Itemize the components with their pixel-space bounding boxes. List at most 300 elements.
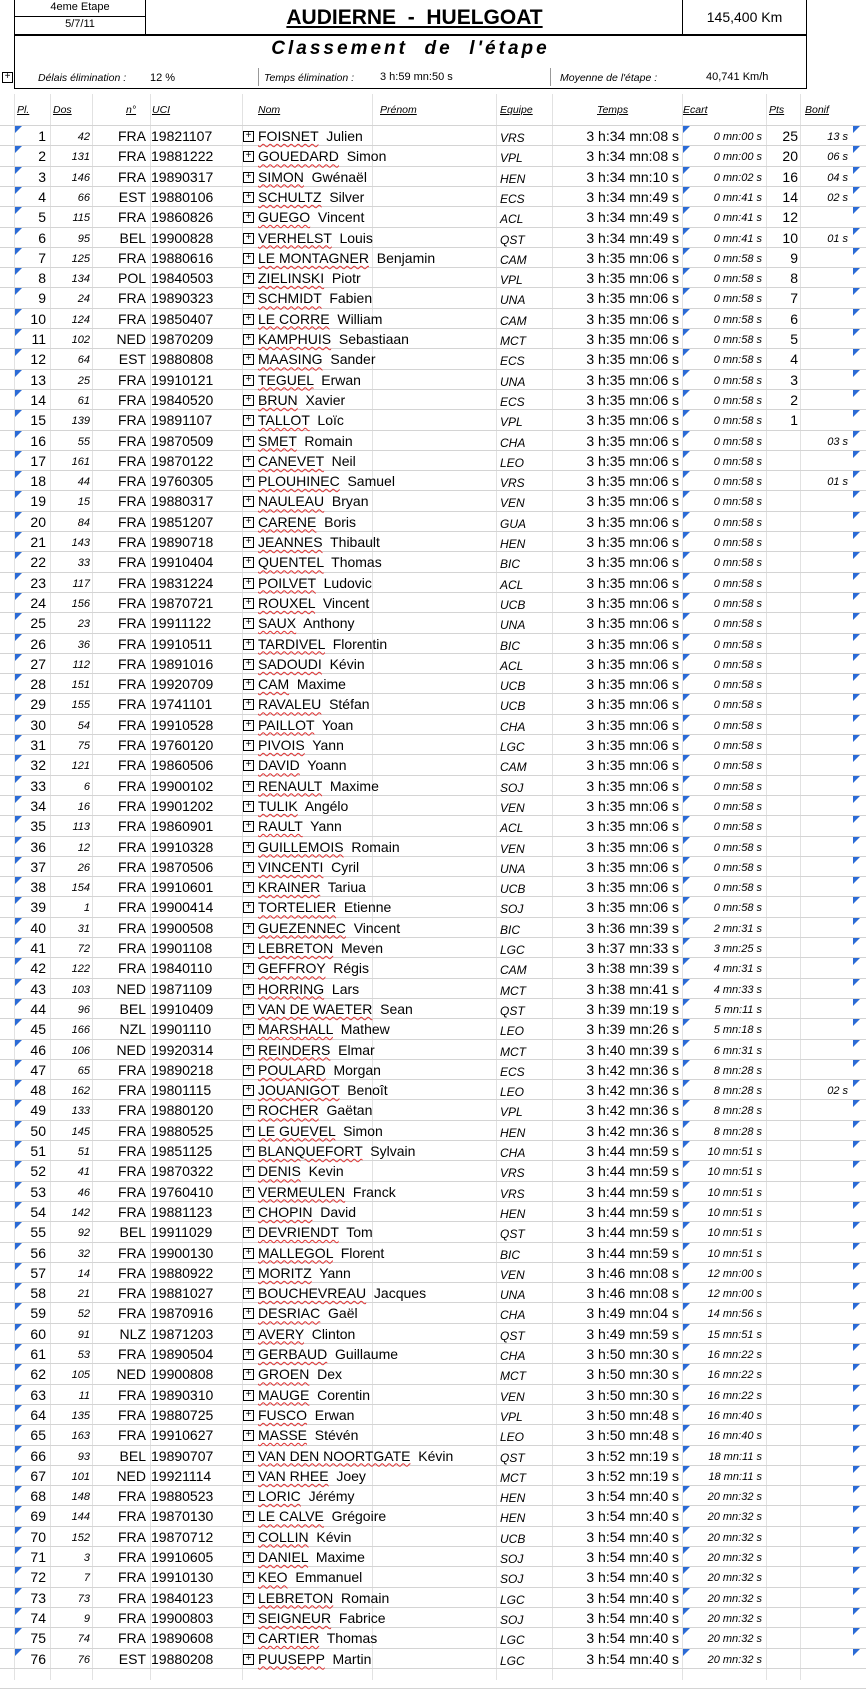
rider-name-cell: [258, 615, 355, 631]
grid-row-line: [0, 348, 866, 349]
expand-row-icon[interactable]: [243, 1491, 254, 1502]
bib-cell: 152: [71, 1531, 90, 1544]
expand-row-icon[interactable]: [243, 801, 254, 812]
expand-row-icon[interactable]: [243, 253, 254, 264]
rank-cell: 57: [30, 1264, 46, 1281]
rank-cell: 7: [38, 249, 46, 266]
comment-marker-icon[interactable]: [853, 735, 860, 742]
comment-marker-icon[interactable]: [853, 288, 860, 295]
time-cell: 3 h:52 mn:19 s: [586, 1447, 679, 1464]
comment-marker-icon[interactable]: [853, 796, 860, 803]
expand-row-icon[interactable]: [243, 1105, 254, 1116]
rider-name-cell: [258, 1427, 358, 1443]
comment-marker-icon[interactable]: [853, 837, 860, 844]
grid-row-line: [0, 1079, 866, 1080]
gap-cell: 12 mn:00 s: [707, 1267, 762, 1280]
comment-marker-icon[interactable]: [853, 552, 860, 559]
rider-name-cell: [258, 696, 370, 712]
expand-row-icon[interactable]: [243, 639, 254, 650]
expand-row-icon[interactable]: [243, 1126, 254, 1137]
comment-marker-icon[interactable]: [853, 309, 860, 316]
expand-row-icon[interactable]: [243, 781, 254, 792]
nationality-cell: BEL: [119, 229, 146, 246]
comment-marker-icon[interactable]: [853, 1567, 860, 1574]
grid-row-line: [0, 1099, 866, 1100]
bib-cell: 12: [77, 841, 90, 854]
team-cell: MCT: [500, 334, 526, 348]
expand-row-icon[interactable]: [243, 1572, 254, 1583]
expand-row-icon[interactable]: [243, 1329, 254, 1340]
expand-row-icon[interactable]: [243, 151, 254, 162]
comment-marker-icon[interactable]: [853, 857, 860, 864]
comment-marker-icon[interactable]: [853, 1344, 860, 1351]
expand-row-icon[interactable]: [243, 1004, 254, 1015]
comment-marker-icon[interactable]: [853, 146, 860, 153]
name-spacer: [324, 1508, 332, 1524]
time-cell: 3 h:35 mn:06 s: [586, 270, 679, 287]
expand-row-icon[interactable]: [243, 963, 254, 974]
comment-marker-icon[interactable]: [853, 1100, 860, 1107]
last-name: RENAULT: [258, 777, 323, 794]
expand-row-icon[interactable]: [243, 984, 254, 995]
expand-row-icon[interactable]: [243, 1369, 254, 1380]
expand-row-icon[interactable]: [243, 1451, 254, 1462]
rank-cell: 31: [30, 737, 46, 753]
comment-marker-icon[interactable]: [853, 1141, 860, 1148]
rider-name-cell: [258, 1123, 383, 1139]
grid-row-line: [0, 673, 866, 674]
expand-row-icon[interactable]: [243, 740, 254, 751]
grid-row-line: [0, 511, 866, 512]
name-spacer: [323, 859, 331, 875]
comment-marker-icon[interactable]: [853, 1283, 860, 1290]
nationality-cell: FRA: [118, 290, 146, 307]
first-name: Jacques: [373, 1285, 427, 1302]
expand-row-icon[interactable]: [243, 578, 254, 589]
last-name: GROEN: [258, 1366, 310, 1383]
expand-row-icon[interactable]: [243, 1511, 254, 1522]
expand-row-icon[interactable]: [243, 375, 254, 386]
bib-cell: 166: [71, 1024, 90, 1037]
expand-row-icon[interactable]: [243, 1410, 254, 1421]
comment-marker-icon[interactable]: [853, 897, 860, 904]
comment-marker-icon[interactable]: [853, 776, 860, 783]
team-cell: ECS: [500, 354, 525, 369]
grid-row-line: [0, 389, 866, 390]
rider-name-cell: [258, 1265, 351, 1281]
comment-marker-icon[interactable]: [853, 1080, 860, 1087]
comment-marker-icon[interactable]: [853, 999, 860, 1006]
comment-marker-icon[interactable]: [853, 1466, 860, 1473]
expand-row-icon[interactable]: [243, 720, 254, 731]
comment-marker-icon[interactable]: [853, 167, 860, 174]
nationality-cell: EST: [118, 188, 146, 205]
expand-row-icon[interactable]: [243, 212, 254, 223]
bib-cell: 1: [83, 902, 90, 915]
team-cell: CAM: [500, 760, 527, 775]
rider-name-cell: [258, 1102, 372, 1118]
expand-row-icon[interactable]: [243, 943, 254, 954]
bonus-cell: 03 s: [827, 435, 848, 448]
time-cell: 3 h:34 mn:08 s: [586, 148, 679, 165]
grid-row-line: [0, 612, 866, 613]
nationality-cell: FRA: [118, 1630, 146, 1647]
comment-marker-icon[interactable]: [853, 349, 860, 356]
bib-cell: 96: [77, 1003, 90, 1016]
col-prenom: Prénom: [380, 104, 417, 116]
first-name: Simon: [343, 1122, 383, 1139]
expand-row-icon[interactable]: [243, 1187, 254, 1198]
last-name: MARSHALL: [258, 1021, 333, 1038]
last-name: VINCENTI: [258, 858, 324, 875]
comment-marker-icon[interactable]: [853, 1547, 860, 1554]
nationality-cell: FRA: [118, 574, 146, 591]
comment-marker-icon[interactable]: [853, 329, 860, 336]
name-spacer: [320, 1305, 328, 1321]
comment-marker-icon[interactable]: [853, 613, 860, 620]
nationality-cell: NLZ: [119, 1325, 146, 1342]
expand-row-icon[interactable]: [243, 1024, 254, 1035]
team-cell: QST: [500, 1003, 525, 1018]
rank-cell: 42: [30, 960, 46, 977]
comment-marker-icon[interactable]: [853, 979, 860, 986]
first-name: Yoan: [321, 716, 354, 733]
nationality-cell: BEL: [119, 1224, 146, 1241]
expand-row-icon[interactable]: [243, 1227, 254, 1238]
comment-marker-icon[interactable]: [853, 410, 860, 417]
expand-row-icon[interactable]: [243, 882, 254, 893]
rider-name-cell: [258, 250, 435, 266]
first-name: Franck: [352, 1183, 396, 1200]
last-name: CARTIER: [258, 1630, 320, 1647]
rank-cell: 15: [30, 412, 46, 429]
comment-marker-icon[interactable]: [853, 1446, 860, 1453]
gap-cell: 0 mn:58 s: [713, 334, 762, 346]
comment-marker-icon[interactable]: [853, 1222, 860, 1229]
uci-cell: 19870322: [151, 1163, 214, 1180]
gap-cell: 0 mn:58 s: [713, 699, 762, 712]
rank-cell: 8: [38, 270, 46, 287]
last-name: POILVET: [258, 574, 316, 591]
comment-marker-icon[interactable]: [853, 1527, 860, 1534]
expand-row-icon[interactable]: [243, 1349, 254, 1360]
expand-row-icon[interactable]: [243, 496, 254, 507]
comment-marker-icon[interactable]: [853, 228, 860, 235]
comment-marker-icon[interactable]: [853, 471, 860, 478]
rank-cell: 30: [30, 716, 46, 733]
expand-row-icon[interactable]: [243, 862, 254, 873]
gap-cell: 0 mn:58 s: [713, 374, 762, 387]
last-name: SADOUDI: [258, 655, 322, 672]
comment-marker-icon[interactable]: [853, 674, 860, 681]
nationality-cell: NED: [116, 1467, 146, 1484]
gap-cell: 18 mn:11 s: [708, 1450, 762, 1463]
comment-marker-icon[interactable]: [853, 1588, 860, 1595]
comment-marker-icon[interactable]: [853, 958, 860, 965]
rank-cell: 37: [30, 858, 46, 875]
rank-cell: 68: [30, 1488, 46, 1505]
expand-row-icon[interactable]: [243, 699, 254, 710]
comment-marker-icon[interactable]: [853, 390, 860, 397]
gap-cell: 0 mn:58 s: [713, 780, 762, 793]
expand-row-icon[interactable]: [243, 1593, 254, 1604]
expand-row-icon[interactable]: [243, 537, 254, 548]
uci-cell: 19880725: [151, 1406, 214, 1423]
expand-row-icon[interactable]: [243, 760, 254, 771]
bib-cell: 105: [71, 1369, 90, 1382]
team-cell: BIC: [500, 638, 521, 653]
expand-row-icon[interactable]: [243, 1085, 254, 1096]
gap-cell: 6 mn:31 s: [713, 1044, 762, 1057]
last-name: BOUCHEVREAU: [258, 1285, 367, 1302]
nationality-cell: NED: [116, 980, 146, 997]
bib-cell: 15: [77, 496, 90, 509]
last-name: GUILLEMOIS: [258, 838, 344, 855]
expand-row-icon[interactable]: [243, 517, 254, 528]
comment-marker-icon[interactable]: [853, 1263, 860, 1270]
comment-marker-icon[interactable]: [853, 207, 860, 214]
name-spacer: [346, 920, 354, 936]
name-spacer: [333, 1021, 341, 1037]
expand-row-icon[interactable]: [243, 1207, 254, 1218]
comment-marker-icon[interactable]: [853, 938, 860, 945]
comment-marker-icon[interactable]: [853, 1019, 860, 1026]
expand-row-icon[interactable]: [243, 456, 254, 467]
comment-marker-icon[interactable]: [853, 634, 860, 641]
expand-row-icon[interactable]: [243, 436, 254, 447]
comment-marker-icon[interactable]: [853, 573, 860, 580]
comment-marker-icon[interactable]: [853, 1040, 860, 1047]
name-spacer: [324, 981, 332, 997]
last-name: DAVID: [258, 757, 300, 774]
comment-marker-icon[interactable]: [853, 1486, 860, 1493]
comment-marker-icon[interactable]: [853, 755, 860, 762]
first-name: Cyril: [331, 858, 360, 875]
first-name: Simon: [346, 148, 387, 165]
grid-row-line: [0, 247, 866, 248]
rank-cell: 38: [30, 879, 46, 896]
rider-name-cell: [258, 1407, 354, 1423]
comment-marker-icon[interactable]: [853, 512, 860, 519]
team-cell: MCT: [500, 1369, 526, 1384]
expand-row-icon[interactable]: [243, 314, 254, 325]
comment-marker-icon[interactable]: [853, 1182, 860, 1189]
expand-row-icon[interactable]: [243, 557, 254, 568]
comment-marker-icon[interactable]: [853, 694, 860, 701]
expand-row-icon[interactable]: [243, 415, 254, 426]
comment-marker-icon[interactable]: [853, 1303, 860, 1310]
rider-name-cell: [258, 1366, 342, 1382]
first-name: Yoann: [307, 757, 347, 774]
comment-marker-icon[interactable]: [853, 1243, 860, 1250]
expand-row-icon[interactable]: [243, 1248, 254, 1259]
first-name: Tariua: [327, 879, 366, 896]
comment-marker-icon[interactable]: [853, 370, 860, 377]
rider-name-cell: [258, 1305, 358, 1321]
bonus-cell: 04 s: [827, 171, 848, 184]
uci-cell: 19900414: [151, 899, 214, 916]
gap-cell: 0 mn:58 s: [713, 902, 762, 915]
rider-name-cell: [258, 1184, 396, 1200]
expand-row-icon[interactable]: [243, 679, 254, 690]
expand-row-icon[interactable]: [243, 618, 254, 629]
nationality-cell: FRA: [118, 899, 146, 916]
comment-marker-icon[interactable]: [853, 1506, 860, 1513]
gap-cell: 0 mn:58 s: [713, 435, 762, 448]
uci-cell: 19910328: [151, 838, 214, 855]
comment-marker-icon[interactable]: [853, 1649, 860, 1656]
comment-marker-icon[interactable]: [853, 918, 860, 925]
expand-row-icon[interactable]: [243, 293, 254, 304]
expand-row-icon[interactable]: [243, 1390, 254, 1401]
team-cell: ECS: [500, 1064, 525, 1079]
bib-cell: 41: [77, 1166, 90, 1179]
bib-cell: 148: [71, 1491, 90, 1504]
expand-row-icon[interactable]: [243, 1065, 254, 1076]
nationality-cell: FRA: [118, 310, 146, 327]
comment-marker-icon[interactable]: [853, 715, 860, 722]
expand-row-icon[interactable]: [243, 1308, 254, 1319]
name-spacer: [304, 1326, 312, 1342]
expand-row-icon[interactable]: [243, 1268, 254, 1279]
rank-cell: 60: [30, 1325, 46, 1342]
comment-marker-icon[interactable]: [853, 532, 860, 539]
expand-row-icon[interactable]: [243, 476, 254, 487]
last-name: QUENTEL: [258, 554, 324, 571]
time-cell: 3 h:42 mn:36 s: [586, 1102, 679, 1119]
comment-marker-icon[interactable]: [853, 126, 860, 133]
comment-marker-icon[interactable]: [853, 1364, 860, 1371]
comment-marker-icon[interactable]: [853, 451, 860, 458]
comment-marker-icon[interactable]: [853, 268, 860, 275]
first-name: Maxime: [315, 1549, 365, 1565]
grid-row-line: [0, 1424, 866, 1425]
expand-row-icon[interactable]: [243, 659, 254, 670]
time-cell: 3 h:34 mn:49 s: [586, 188, 679, 205]
comment-marker-icon[interactable]: [853, 1060, 860, 1067]
expand-row-icon[interactable]: [243, 821, 254, 832]
expand-row-icon[interactable]: [243, 902, 254, 913]
comment-marker-icon[interactable]: [853, 1608, 860, 1615]
team-cell: GUA: [500, 516, 527, 531]
expand-row-icon[interactable]: [243, 354, 254, 365]
first-name: Joey: [336, 1467, 366, 1484]
uci-cell: 19900828: [151, 229, 214, 246]
expand-row-icon[interactable]: [243, 842, 254, 853]
expand-row-icon[interactable]: [243, 334, 254, 345]
expand-header-icon[interactable]: [2, 72, 13, 83]
comment-marker-icon[interactable]: [853, 1385, 860, 1392]
grid-row-line: [0, 1485, 866, 1486]
team-cell: HEN: [500, 1491, 526, 1506]
expand-row-icon[interactable]: [243, 395, 254, 406]
comment-marker-icon[interactable]: [853, 593, 860, 600]
expand-row-icon[interactable]: [243, 172, 254, 183]
comment-marker-icon[interactable]: [853, 431, 860, 438]
expand-row-icon[interactable]: [243, 1146, 254, 1157]
uci-cell: 19900102: [151, 777, 214, 794]
expand-row-icon[interactable]: [243, 1471, 254, 1482]
gap-cell: 0 mn:58 s: [713, 841, 762, 854]
gap-cell: 0 mn:58 s: [713, 821, 762, 834]
bib-cell: 113: [72, 821, 90, 834]
comment-marker-icon[interactable]: [853, 1121, 860, 1128]
grid-row-line: [0, 1160, 866, 1161]
expand-row-icon[interactable]: [243, 598, 254, 609]
grid-row-line: [0, 1323, 866, 1324]
time-cell: 3 h:46 mn:08 s: [586, 1285, 679, 1302]
time-cell: 3 h:49 mn:59 s: [586, 1325, 679, 1342]
nationality-cell: FRA: [118, 209, 146, 226]
rank-cell: 69: [30, 1508, 46, 1525]
expand-row-icon[interactable]: [243, 273, 254, 284]
expand-row-icon[interactable]: [243, 1288, 254, 1299]
gap-cell: 20 mn:32 s: [707, 1592, 762, 1605]
comment-marker-icon[interactable]: [853, 1161, 860, 1168]
last-name: SCHMIDT: [258, 290, 322, 307]
comment-marker-icon[interactable]: [853, 816, 860, 823]
comment-marker-icon[interactable]: [853, 491, 860, 498]
bib-cell: 112: [72, 658, 90, 671]
grid-row-line: [0, 125, 866, 126]
comment-marker-icon[interactable]: [853, 1202, 860, 1209]
nationality-cell: FRA: [118, 168, 146, 185]
name-spacer: [307, 1427, 315, 1443]
comment-marker-icon[interactable]: [853, 1405, 860, 1412]
expand-row-icon[interactable]: [243, 1654, 254, 1665]
comment-marker-icon[interactable]: [853, 248, 860, 255]
uci-cell: 19881222: [151, 148, 214, 165]
expand-row-icon[interactable]: [243, 192, 254, 203]
expand-row-icon[interactable]: [243, 1633, 254, 1644]
expand-row-icon[interactable]: [243, 131, 254, 142]
comment-marker-icon[interactable]: [853, 187, 860, 194]
first-name: Régis: [333, 960, 369, 977]
team-cell: UCB: [500, 1531, 526, 1546]
time-cell: 3 h:54 mn:40 s: [586, 1488, 679, 1505]
last-name: RAULT: [258, 818, 303, 835]
expand-row-icon[interactable]: [243, 1532, 254, 1543]
expand-row-icon[interactable]: [243, 923, 254, 934]
expand-row-icon[interactable]: [243, 1552, 254, 1563]
expand-row-icon[interactable]: [243, 1430, 254, 1441]
rank-cell: 49: [30, 1102, 46, 1119]
comment-marker-icon[interactable]: [853, 1425, 860, 1432]
uci-cell: 19880317: [151, 493, 214, 510]
gap-cell: 10 mn:51 s: [707, 1166, 762, 1179]
grid-row-line: [0, 998, 866, 999]
expand-row-icon[interactable]: [243, 1045, 254, 1056]
nationality-cell: FRA: [118, 1143, 146, 1159]
gap-cell: 10 mn:51 s: [707, 1206, 762, 1219]
last-name: LE GUEVEL: [258, 1122, 336, 1139]
nationality-cell: FRA: [118, 412, 146, 429]
comment-marker-icon[interactable]: [853, 1628, 860, 1635]
comment-marker-icon[interactable]: [853, 654, 860, 661]
name-spacer: [307, 1407, 315, 1423]
expand-row-icon[interactable]: [243, 1613, 254, 1624]
expand-row-icon[interactable]: [243, 233, 254, 244]
uci-cell: 19860901: [151, 818, 214, 835]
comment-marker-icon[interactable]: [853, 877, 860, 884]
grid-row-line: [0, 653, 866, 654]
expand-row-icon[interactable]: [243, 1166, 254, 1177]
gap-cell: 16 mn:22 s: [707, 1349, 762, 1361]
rider-name-cell: [258, 331, 409, 347]
comment-marker-icon[interactable]: [853, 1324, 860, 1331]
grid-row-line: [0, 287, 866, 288]
time-cell: 3 h:35 mn:06 s: [586, 818, 679, 835]
